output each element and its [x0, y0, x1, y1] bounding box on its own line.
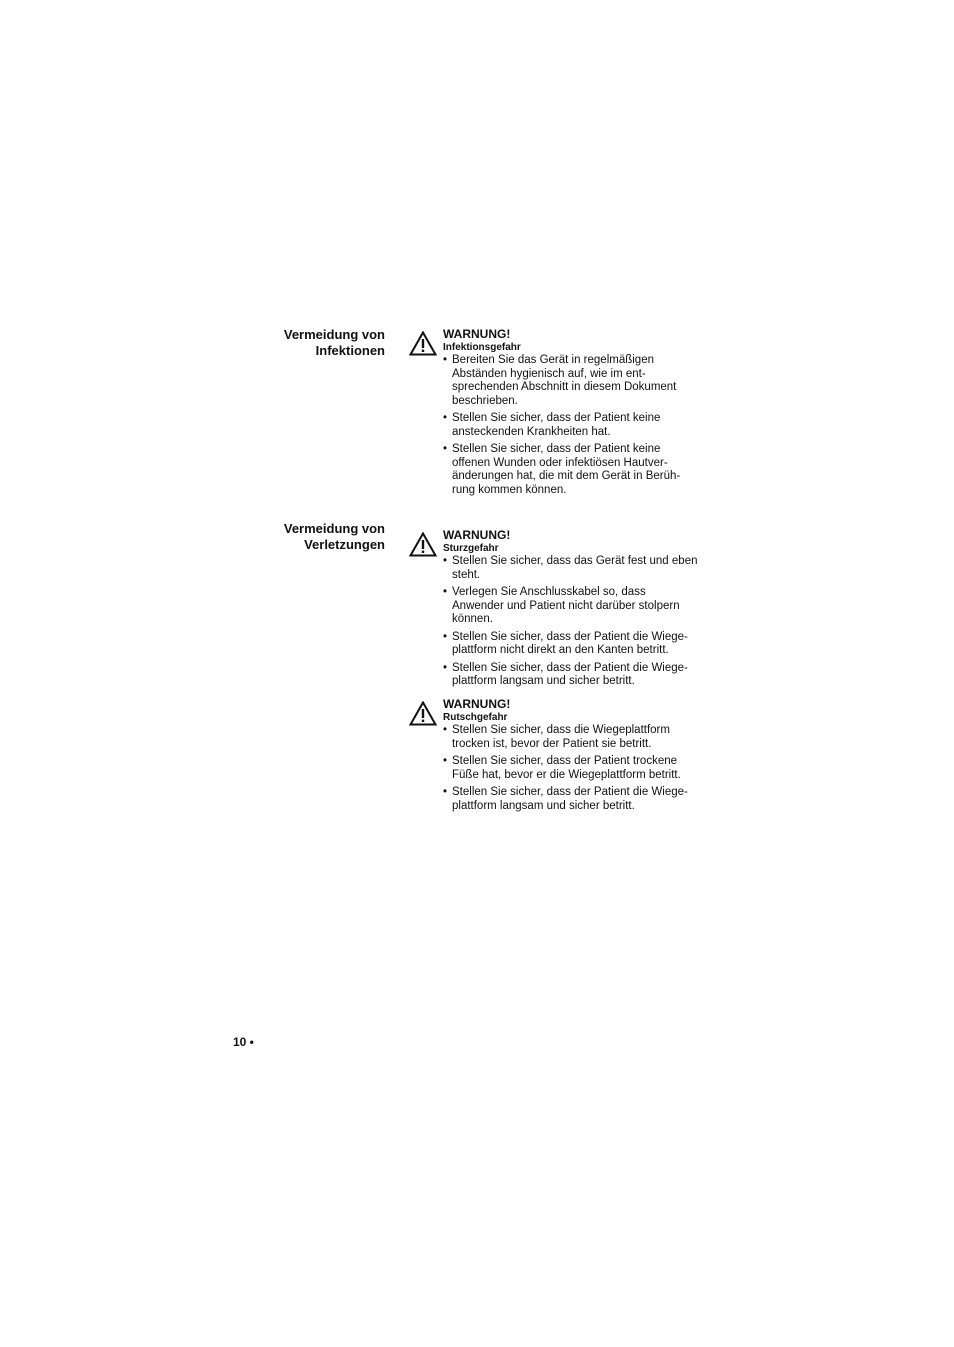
bullet: •: [443, 661, 448, 674]
bullet: •: [443, 630, 448, 643]
warning-triangle-icon: [409, 701, 437, 726]
warning-list: [443, 724, 709, 813]
list-item-text: Stellen Sie sicher, dass der Patient die Wiege-plattform langsam und sicher betritt.: [452, 661, 688, 687]
list-item: [443, 755, 698, 782]
warning-title: WARNUNG!: [443, 327, 511, 341]
list-item: [443, 662, 698, 689]
bullet: •: [443, 412, 448, 424]
section-heading-line2: Infektionen: [315, 343, 385, 358]
bullet: •: [443, 443, 448, 455]
warning-block-infektionsgefahr: [409, 327, 709, 501]
list-item: [443, 586, 698, 627]
warning-subtitle: Rutschgefahr: [443, 712, 508, 723]
list-item: [443, 555, 698, 582]
list-item: [443, 443, 698, 497]
list-item: [443, 412, 698, 439]
warning-triangle-icon: [409, 331, 437, 356]
list-item-text: Bereiten Sie das Gerät in regelmäßigen Abständen hygienisch auf, wie im ent-sprechenden Abschnitt in diesem Dokument beschrieben.: [452, 354, 677, 407]
list-item: [443, 354, 698, 408]
list-item: [443, 724, 698, 751]
warning-subtitle: Sturzgefahr: [443, 543, 499, 554]
warning-list: [443, 354, 709, 497]
list-item-text: Stellen Sie sicher, dass der Patient keine offenen Wunden oder infektiösen Hautver-änderungen hat, die mit dem Gerät in Berüh-rung kommen können.: [452, 443, 681, 496]
section-heading-verletzungen: [230, 521, 385, 553]
list-item-text: Stellen Sie sicher, dass die Wiegeplattform trocken ist, bevor der Patient sie betritt.: [452, 724, 670, 750]
list-item-text: Stellen Sie sicher, dass der Patient die Wiege-plattform langsam und sicher betritt.: [452, 786, 688, 812]
page-number: 10 •: [233, 1035, 254, 1049]
bullet: •: [443, 555, 448, 567]
bullet: •: [443, 755, 448, 767]
list-item-text: Stellen Sie sicher, dass das Gerät fest und eben steht.: [452, 555, 698, 581]
bullet: •: [443, 786, 448, 798]
warning-block-rutschgefahr: [409, 697, 709, 817]
section-heading-line1: Vermeidung von: [283, 327, 385, 342]
section-heading-line2: Verletzungen: [304, 537, 385, 552]
warning-block-sturzgefahr: [409, 528, 709, 693]
list-item: [443, 631, 698, 658]
list-item-text: Verlegen Sie Anschlusskabel so, dass Anwender und Patient nicht darüber stolpern können.: [452, 586, 680, 625]
warning-title: WARNUNG!: [443, 528, 511, 542]
list-item-text: Stellen Sie sicher, dass der Patient die Wiege-plattform nicht direkt an den Kanten betritt.: [452, 630, 688, 656]
warning-triangle-icon: [409, 532, 437, 557]
warning-list: [443, 555, 709, 689]
section-heading-infektionen: [230, 327, 385, 359]
list-item: [443, 786, 698, 813]
list-item-text: Stellen Sie sicher, dass der Patient keine ansteckenden Krankheiten hat.: [452, 412, 661, 438]
bullet: •: [443, 354, 448, 366]
section-heading-line1: Vermeidung von: [283, 521, 385, 536]
warning-title: WARNUNG!: [443, 697, 511, 711]
list-item-text: Stellen Sie sicher, dass der Patient trockene Füße hat, bevor er die Wiegeplattform betritt.: [452, 755, 681, 781]
bullet: •: [443, 586, 448, 598]
warning-subtitle: Infektionsgefahr: [443, 342, 521, 353]
bullet: •: [443, 724, 448, 736]
